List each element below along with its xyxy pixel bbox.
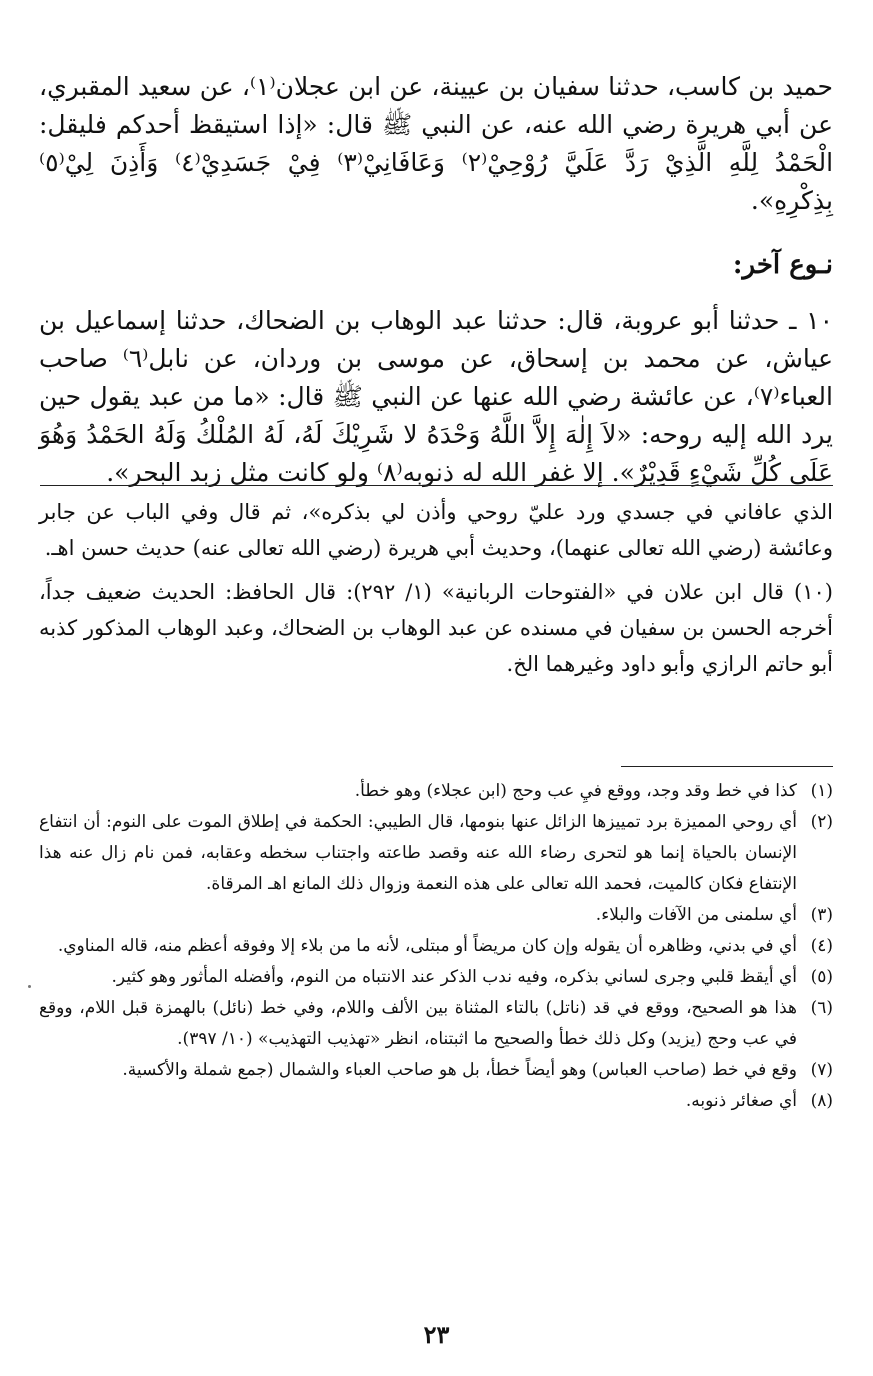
hadith-paragraph-2: ١٠ ـ حدثنا أبو عروبة، قال: حدثنا عبد الوهاب بن الضحاك، حدثنا إسماعيل بن عياش، عن محمد بن إسحاق، عن موسى بن وردان، عن نابل⁽٦⁾ صاحب العباء⁽٧⁾، عن عائشة رضي الله عنها عن النبي ﷺ قال: «ما من عبد يقول حين يرد الله إليه روحه: «لاَ إِلٰهَ إِلاَّ اللَّهُ وَحْدَهُ لا شَرِيْكَ لَهُ، لَهُ المُلْكُ وَلَهُ الحَمْدُ وَهُوَ عَلَى كُلِّ شَيْءٍ قَدِيْرٌ». إلا غفر الله له ذنوبه⁽٨⁾ ولو كانت مثل زبد البحر». bbox=[39, 306, 833, 487]
footnote-6 bbox=[39, 993, 833, 1055]
main-text bbox=[39, 68, 833, 492]
section-heading: نـوع آخر: bbox=[732, 250, 833, 280]
commentary bbox=[39, 494, 833, 688]
footnotes bbox=[39, 776, 833, 1117]
footnote-text: وقع في خط (صاحب العباس) وهو أيضاً خطأ، بل هو صاحب العباء والشمال (جمع شملة والأكسية. bbox=[122, 1060, 797, 1080]
page-number: ٢٣ bbox=[423, 1320, 450, 1349]
footnote-3 bbox=[39, 900, 833, 931]
footnote-number: (٧) bbox=[810, 1060, 833, 1080]
footnote-5 bbox=[39, 962, 833, 993]
footnote-number: (٦) bbox=[810, 998, 833, 1018]
footnote-number: (٥) bbox=[810, 967, 833, 987]
commentary-paragraph-2: (١٠) قال ابن علان في «الفتوحات الربانية» (١/ ٢٩٢): قال الحافظ: الحديث ضعيف جداً، أخرجه الحسن بن سفيان في مسنده عن عبد الوهاب بن الضحاك، وعبد الوهاب المذكور كذبه أبو حاتم الرازي وأبو داود وغيرهما الخ. bbox=[39, 580, 833, 676]
footnote-text: أي في بدني، وظاهره أن يقوله وإن كان مريضاً أو مبتلى، لأنه ما من بلاء إلا وفوقه أعظم منه، قاله المناوي. bbox=[57, 936, 797, 956]
footnote-text: كذا في خط وقد وجد، ووقع فيِ عب وحج (ابن عجلاء) وهو خطأ. bbox=[354, 781, 797, 801]
footnote-text: هذا هو الصحيح، ووقع في قد (ناتل) بالتاء المثناة بين الألف واللام، وفي خط (نائل) بالهمزة قبل اللام، ووقع في عب وحج (يزيد) وكل ذلك خطأ والصحيح ما اثبتناه، انظر «تهذيب التهذيب» (١٠/ ٣٩٧). bbox=[39, 998, 797, 1049]
commentary-paragraph-1: الذي عافاني في جسدي ورد عليّ روحي وأذن لي بذكره»، ثم قال وفي الباب عن جابر وعائشة (رضي الله تعالى عنهما)، وحديث أبي هريرة (رضي الله تعالى عنه) حديث حسن اهـ. bbox=[39, 500, 833, 560]
footnote-7 bbox=[39, 1055, 833, 1086]
footnote-text: أي أيقظ قلبي وجرى لساني بذكره، وفيه ندب الذكر عند الانتباه من النوم، وأفضله المأثور وهو كثير. bbox=[111, 967, 797, 987]
footnote-4 bbox=[39, 931, 833, 962]
footnote-text: أي سلمنى من الآفات والبلاء. bbox=[595, 905, 797, 925]
main-divider bbox=[40, 485, 833, 486]
footnote-number: (١) bbox=[810, 781, 833, 801]
stray-mark bbox=[28, 985, 31, 988]
footnote-number: (٣) bbox=[810, 905, 833, 925]
footnote-number: (٢) bbox=[810, 812, 833, 832]
footnote-text: أي صغائر ذنوبه. bbox=[685, 1091, 797, 1111]
footnote-divider bbox=[621, 766, 833, 767]
footnote-text: أي روحي المميزة برد تمييزها الزائل عنها بنومها، قال الطيبي: الحكمة في إطلاق الموت على النوم: أن انتفاع الإنسان بالحياة إنما هو لتحرى رضاء الله عنه وقصد طاعته واجتناب سخطه وعقابه، فمن نام زال عنه هذا الإنتفاع فكان كالميت، فحمد الله تعالى على هذه النعمة وزوال ذلك المانع اهـ المرقاة. bbox=[39, 812, 797, 894]
footnote-number: (٨) bbox=[810, 1091, 833, 1111]
hadith-paragraph-1: حميد بن كاسب، حدثنا سفيان بن عيينة، عن ابن عجلان⁽١⁾، عن سعيد المقبري، عن أبي هريرة رضي الله عنه، عن النبي ﷺ قال: «إذا استيقظ أحدكم فليقل: الْحَمْدُ لِلَّهِ الَّذِيْ رَدَّ عَلَيَّ رُوْحِيْ⁽٢⁾ وَعَافَانِيْ⁽٣⁾ فِيْ جَسَدِيْ⁽٤⁾ وَأَذِنَ لِيْ⁽٥⁾ بِذِكْرِهِ». bbox=[39, 72, 834, 215]
footnote-8 bbox=[39, 1086, 833, 1117]
footnote-number: (٤) bbox=[810, 936, 833, 956]
footnote-1 bbox=[39, 776, 833, 807]
footnote-2 bbox=[39, 807, 833, 900]
